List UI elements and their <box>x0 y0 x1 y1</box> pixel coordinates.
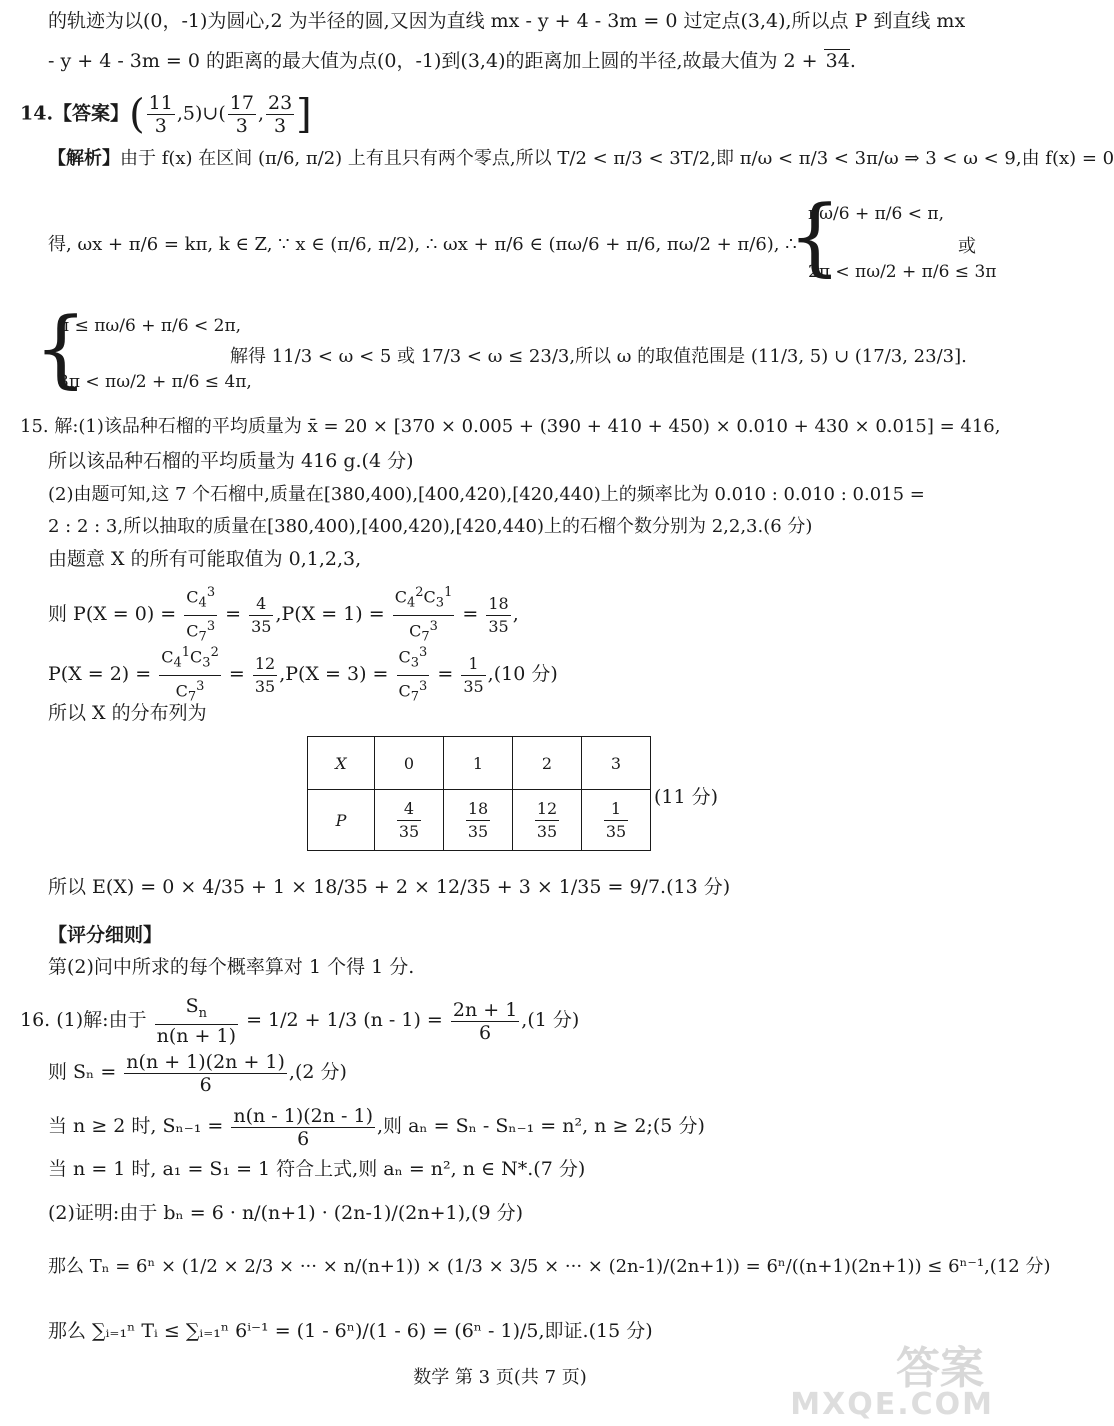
q16-line-7: 那么 ∑ᵢ₌₁ⁿ Tᵢ ≤ ∑ᵢ₌₁ⁿ 6ⁱ⁻¹ = (1 - 6ⁿ)/(1 - 6) = (6ⁿ - 1)/5,即证.(15 分) <box>48 1320 653 1342</box>
q15-probs-line-1: 则 P(X = 0) = $\frac{C_4^3}{C_7^3}$ = $\frac{4}{35}$ ,P(X = 1) = $\frac{C_4^2C_3^1}{C_7^3}$ = $\frac{18}{35}$ , <box>48 582 519 648</box>
table-cell: 2 <box>513 737 582 790</box>
table-cell: $\frac{12}{35}$ <box>513 790 582 851</box>
distribution-table <box>307 736 651 851</box>
q16-line-5: (2)证明:由于 bₙ = 6 · n/(n+1) · (2n-1)/(2n+1),(9 分) <box>48 1202 523 1224</box>
q15-line-5: 由题意 X 的所有可能取值为 0,1,2,3, <box>48 548 362 570</box>
watermark-top: 答案 <box>896 1343 984 1394</box>
q14-conclusion: 解得 11/3 < ω < 5 或 17/3 < ω ≤ 23/3,所以 ω 的取值范围是 (11/3, 5) ∪ (17/3, 23/3]. <box>230 346 967 367</box>
q16-l1-prefix: 16. (1)解:由于 <box>20 1009 147 1031</box>
scoring-rules-title: 【评分细则】 <box>48 924 163 946</box>
q16-line-3: 当 n ≥ 2 时, Sₙ₋₁ = $\frac{n(n - 1)(2n - 1)}{6}$ ,则 aₙ = Sₙ - Sₙ₋₁ = n², n ≥ 2;(5 分) <box>48 1104 705 1150</box>
table-head-x: X <box>308 737 375 790</box>
q15-line-1: 15. 解:(1)该品种石榴的平均质量为 x̄ = 20 × [370 × 0.005 + (390 + 410 + 450) × 0.010 + 430 × 0.015] = 416, <box>20 416 1001 437</box>
q14-analysis-line-1 <box>48 146 1114 172</box>
table-cell: $\frac{4}{35}$ <box>375 790 444 851</box>
q16-line-6: 那么 Tₙ = 6ⁿ × (1/2 × 2/3 × ··· × n/(n+1)) × (1/3 × 3/5 × ··· × (2n-1)/(2n+1)) = 6ⁿ/((n+1)(2n+1)) ≤ 6ⁿ⁻¹,(12 分) <box>48 1256 1051 1277</box>
sqrt-34: 34 <box>825 50 850 72</box>
q15-line-2: 所以该品种石榴的平均质量为 416 g.(4 分) <box>48 450 414 472</box>
p1-label: ,P(X = 1) = <box>275 603 385 626</box>
intro-line-2-text: - y + 4 - 3m = 0 的距离的最大值为点(0，-1)到(3,4)的距离加上圆的半径,故最大值为 2 + <box>48 50 824 72</box>
table-cell: $\frac{18}{35}$ <box>444 790 513 851</box>
system-2-a: π ≤ πω/6 + π/6 < 2π, <box>58 316 242 336</box>
system-2-b: 3π < πω/2 + π/6 ≤ 4π, <box>58 372 252 392</box>
page-footer: 数学 第 3 页(共 7 页) <box>413 1367 587 1388</box>
table-cell: 0 <box>375 737 444 790</box>
q16-l2-prefix: 则 Sₙ = <box>48 1061 117 1083</box>
q16-l3-end: ,则 aₙ = Sₙ - Sₙ₋₁ = n², n ≥ 2;(5 分) <box>377 1115 705 1137</box>
table-head-p: P <box>308 790 375 851</box>
q15-expectation: 所以 E(X) = 0 × 4/35 + 1 × 18/35 + 2 × 12/35 + 3 × 1/35 = 9/7.(13 分) <box>48 876 731 898</box>
q14-answer-tail: 5)∪( <box>182 102 226 125</box>
table-cell: 1 <box>444 737 513 790</box>
intro-line-1: 的轨迹为以(0，-1)为圆心,2 为半径的圆,又因为直线 mx - y + 4 - 3m = 0 过定点(3,4),所以点 P 到直线 mx <box>48 10 966 32</box>
brace-system-2: { <box>34 299 88 397</box>
p0-label: 则 P(X = 0) = <box>48 603 177 626</box>
system-1-a: πω/6 + π/6 < π, <box>808 204 944 224</box>
q14-analysis-text-1: 由于 f(x) 在区间 (π/6, π/2) 上有且只有两个零点,所以 T/2 < π/3 < 3T/2,即 π/ω < π/3 < 3π/ω ⇒ 3 < ω < 9,由 f(x) = 0 <box>120 148 1114 169</box>
q14-answer-label: 14.【答案】 <box>20 102 130 125</box>
q14-answer: 14.【答案】( $\frac{11}{3}$ ,5)∪( $\frac{17}{3}$ , $\frac{23}{3}$ ] <box>20 91 312 138</box>
watermark-logo <box>790 1332 994 1422</box>
p2-label: P(X = 2) = <box>48 663 152 686</box>
q16-line-1: 16. (1)解:由于 $\frac{S_n}{n(n + 1)}$ = 1/2 + 1/3 (n - 1) = $\frac{2n + 1}{6}$ ,(1 分) <box>20 994 580 1048</box>
table-row <box>308 737 651 790</box>
q16-line-2: 则 Sₙ = $\frac{n(n + 1)(2n + 1)}{6}$ ,(2 分) <box>48 1050 347 1096</box>
p3-label: ,P(X = 3) = <box>279 663 389 686</box>
q15-line-3: (2)由题可知,这 7 个石榴中,质量在[380,400),[400,420),[420,440)上的频率比为 0.010 : 0.010 : 0.015 = <box>48 484 925 505</box>
q16-l2-end: ,(2 分) <box>288 1061 347 1083</box>
intro-line-2 <box>48 48 856 74</box>
q14-analysis-label: 【解析】 <box>48 148 120 169</box>
q16-l3-prefix: 当 n ≥ 2 时, Sₙ₋₁ = <box>48 1115 224 1137</box>
intro-line-2-end: . <box>849 50 856 72</box>
system-1-b: 2π < πω/2 + π/6 ≤ 3π <box>808 262 997 282</box>
p23-end: ,(10 分) <box>487 663 558 686</box>
q16-l1-mid: = 1/2 + 1/3 (n - 1) = <box>246 1009 443 1031</box>
table-cell: 3 <box>582 737 651 790</box>
q16-line-4: 当 n = 1 时, a₁ = S₁ = 1 符合上式,则 aₙ = n², n ∈ N*.(7 分) <box>48 1158 586 1180</box>
watermark-bottom: MXQE.COM <box>790 1387 994 1422</box>
scoring-rules-text: 第(2)问中所求的每个概率算对 1 个得 1 分. <box>48 956 415 978</box>
q14-analysis-line-2: 得, ωx + π/6 = kπ, k ∈ Z, ∵ x ∈ (π/6, π/2), ∴ ωx + π/6 ∈ (πω/6 + π/6, πω/2 + π/6), ∴ <box>48 234 797 255</box>
q15-probs-line-2: P(X = 2) = $\frac{C_4^1C_3^2}{C_7^3}$ = $\frac{12}{35}$ ,P(X = 3) = $\frac{C_3^3}{C_7^3}$ = $\frac{1}{35}$ ,(10 分) <box>48 642 558 708</box>
q16-l1-end: ,(1 分) <box>521 1009 580 1031</box>
table-score-note: (11 分) <box>654 786 719 808</box>
q15-line-4: 2 : 2 : 3,所以抽取的质量在[380,400),[400,420),[420,440)上的石榴个数分别为 2,2,3.(6 分) <box>48 516 813 537</box>
table-row <box>308 790 651 851</box>
table-cell: $\frac{1}{35}$ <box>582 790 651 851</box>
brace-system-1: { <box>788 187 842 285</box>
q15-dist-intro: 所以 X 的分布列为 <box>48 702 207 724</box>
or-label: 或 <box>958 236 976 257</box>
